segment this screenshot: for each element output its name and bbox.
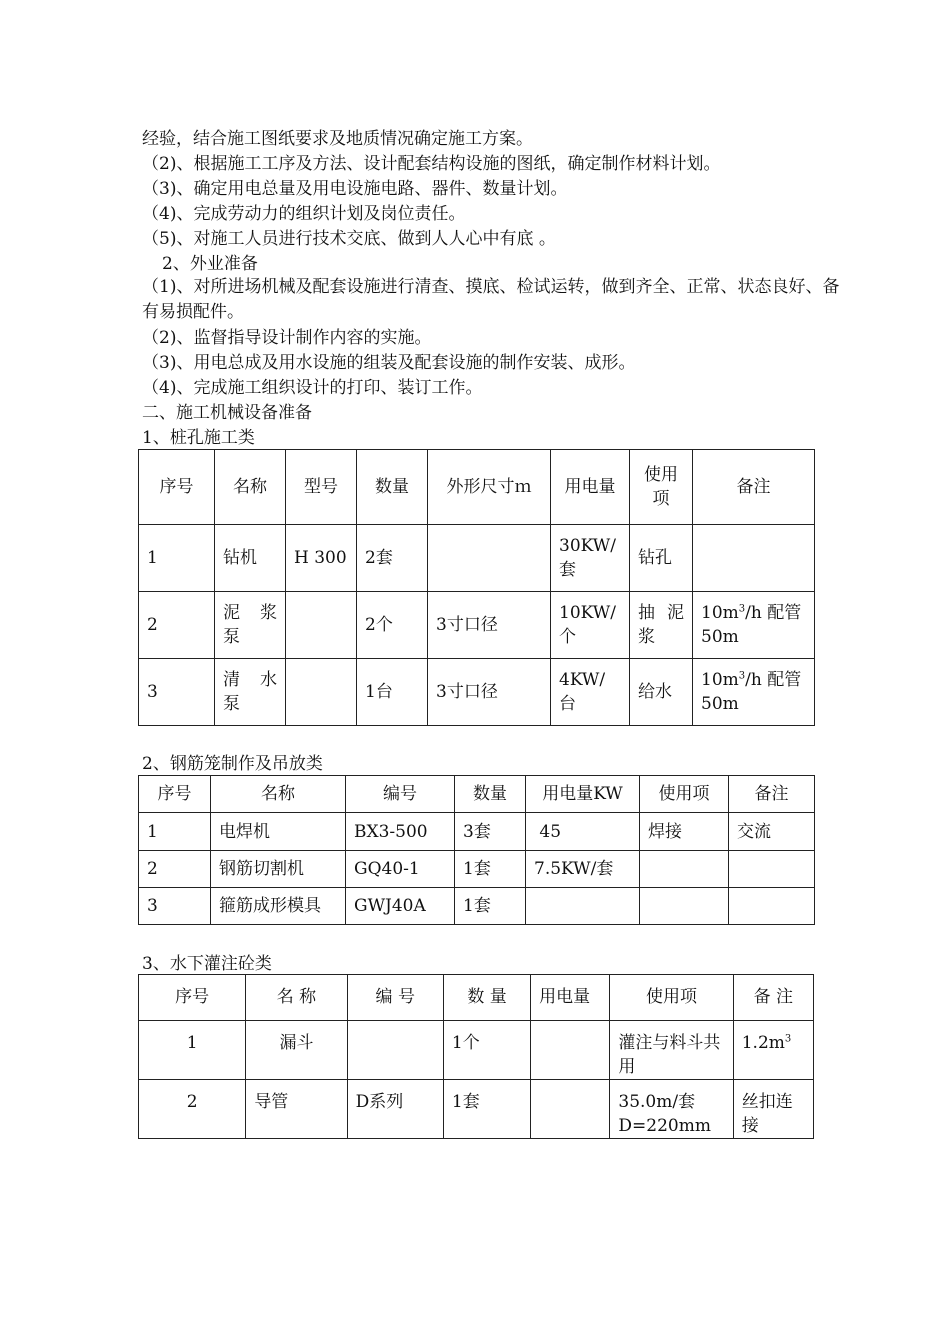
header-cell: 编 号 — [347, 975, 443, 1021]
table-cell: 交流 — [729, 813, 815, 851]
header-cell: 名称 — [211, 776, 346, 813]
table-cell: 1 — [139, 813, 211, 851]
table-cell: 7.5KW/套 — [526, 851, 640, 888]
table-cell: 2 — [139, 851, 211, 888]
table-cell: 2个 — [357, 592, 428, 659]
table-cell: BX3-500 — [346, 813, 455, 851]
table2-title: 2、钢筋笼制作及吊放类 — [142, 754, 323, 774]
table-cell: 1 — [139, 1021, 246, 1080]
table-underwater-concrete — [138, 974, 814, 1139]
header-cell: 数量 — [357, 450, 428, 525]
header-cell: 编号 — [346, 776, 455, 813]
table-header-row — [139, 776, 815, 813]
table-cell: 10KW/个 — [551, 592, 630, 659]
table-cell: 1套 — [455, 851, 526, 888]
header-cell: 名 称 — [246, 975, 347, 1021]
intro-line-8: （3)、用电总成及用水设施的组装及配套设施的制作安装、成形。 — [142, 353, 636, 373]
table-pile-hole — [138, 449, 815, 726]
table-cell — [531, 1021, 610, 1080]
table-cell: 3寸口径 — [428, 659, 551, 726]
table-steel-cage — [138, 775, 815, 925]
table-cell: 钻孔 — [630, 525, 693, 592]
table-cell — [347, 1021, 443, 1080]
table-cell: 1台 — [357, 659, 428, 726]
header-cell: 型号 — [286, 450, 357, 525]
table-cell: 3套 — [455, 813, 526, 851]
table-cell: GQ40-1 — [346, 851, 455, 888]
table3-title: 3、水下灌注砼类 — [142, 954, 272, 974]
section-heading-machinery: 二、施工机械设备准备 — [142, 403, 312, 423]
table-cell: 箍筋成形模具 — [211, 888, 346, 925]
table-cell: 3 — [139, 888, 211, 925]
header-cell: 序号 — [139, 450, 215, 525]
table-cell: H 300 — [286, 525, 357, 592]
intro-line-2: （2)、根据施工工序及方法、设计配套结构设施的图纸，确定制作材料计划。 — [142, 154, 721, 174]
table-cell: 漏斗 — [246, 1021, 347, 1080]
header-cell: 使用项 — [640, 776, 729, 813]
table-header-row — [139, 975, 814, 1021]
table-cell: 2 — [139, 1080, 246, 1139]
table-cell: 钻机 — [215, 525, 286, 592]
table-row — [139, 1080, 814, 1139]
table1-title: 1、桩孔施工类 — [142, 428, 255, 448]
table-cell: 30KW/套 — [551, 525, 630, 592]
table-cell: 电焊机 — [211, 813, 346, 851]
table-cell: 3寸口径 — [428, 592, 551, 659]
table-header-row — [139, 450, 815, 525]
table-cell: 丝扣连接 — [733, 1080, 813, 1139]
header-cell: 用电量KW — [526, 776, 640, 813]
table-cell: 4KW/台 — [551, 659, 630, 726]
intro-line-5: （5)、对施工人员进行技术交底、做到人人心中有底 。 — [142, 229, 556, 249]
table-cell: 抽 泥浆 — [630, 592, 693, 659]
table-cell — [286, 659, 357, 726]
table-cell: 3 — [139, 659, 215, 726]
table-row — [139, 888, 815, 925]
table-cell: 2 — [139, 592, 215, 659]
table-cell: 清 水泵 — [215, 659, 286, 726]
table-cell: 2套 — [357, 525, 428, 592]
table-cell-remark: $1.2m^3$ — [733, 1021, 813, 1080]
header-cell: 备 注 — [733, 975, 813, 1021]
table-row — [139, 1021, 814, 1080]
table-cell: 导管 — [246, 1080, 347, 1139]
intro-line-3: （3)、确定用电总量及用电设施电路、器件、数量计划。 — [142, 179, 568, 199]
table-row — [139, 813, 815, 851]
table-cell — [640, 888, 729, 925]
table-row — [139, 592, 815, 659]
header-cell: 外形尺寸ｍ — [428, 450, 551, 525]
table-cell: 35.0m/套 D=220mm — [610, 1080, 733, 1139]
intro-line-4: （4)、完成劳动力的组织计划及岗位责任。 — [142, 204, 466, 224]
table-cell: 45 — [526, 813, 640, 851]
table-cell-remark: $10m^3/h$ 配管50m — [693, 659, 815, 726]
table-cell: 1个 — [443, 1021, 530, 1080]
table-cell: GWJ40A — [346, 888, 455, 925]
table-cell: 钢筋切割机 — [211, 851, 346, 888]
table-cell: 焊接 — [640, 813, 729, 851]
header-cell: 备注 — [729, 776, 815, 813]
header-cell: 数量 — [455, 776, 526, 813]
table-cell — [729, 888, 815, 925]
table-cell: 1套 — [455, 888, 526, 925]
table-cell — [531, 1080, 610, 1139]
table-row — [139, 851, 815, 888]
table-cell: D系列 — [347, 1080, 443, 1139]
section-heading-field-prep: 2、外业准备 — [162, 254, 258, 274]
header-cell: 使用项 — [610, 975, 733, 1021]
header-cell: 数 量 — [443, 975, 530, 1021]
intro-paragraph-1: （1)、对所进场机械及配套设施进行清查、摸底、检试运转，做到齐全、正常、状态良好、备有易损配件。 — [142, 277, 840, 322]
table-cell: 灌注与料斗共用 — [610, 1021, 733, 1080]
table-cell — [286, 592, 357, 659]
table-cell: 1 — [139, 525, 215, 592]
header-cell: 序号 — [139, 776, 211, 813]
table-cell — [693, 525, 815, 592]
header-cell: 备注 — [693, 450, 815, 525]
table-cell — [428, 525, 551, 592]
table-row — [139, 525, 815, 592]
table-cell: 1套 — [443, 1080, 530, 1139]
header-cell: 用电量 — [551, 450, 630, 525]
header-cell: 名称 — [215, 450, 286, 525]
header-cell: 序号 — [139, 975, 246, 1021]
intro-line-7: （2)、监督指导设计制作内容的实施。 — [142, 328, 432, 348]
table-cell — [640, 851, 729, 888]
table-cell-remark: $10m^3/h$ 配管50m — [693, 592, 815, 659]
table-cell: 给水 — [630, 659, 693, 726]
table-cell: 泥 浆泵 — [215, 592, 286, 659]
header-cell: 使用项 — [630, 450, 693, 525]
table-cell — [526, 888, 640, 925]
header-cell: 用电量 — [531, 975, 610, 1021]
intro-line-1: 经验，结合施工图纸要求及地质情况确定施工方案。 — [142, 129, 533, 149]
intro-line-9: （4)、完成施工组织设计的打印、装订工作。 — [142, 378, 483, 398]
table-row — [139, 659, 815, 726]
table-cell — [729, 851, 815, 888]
